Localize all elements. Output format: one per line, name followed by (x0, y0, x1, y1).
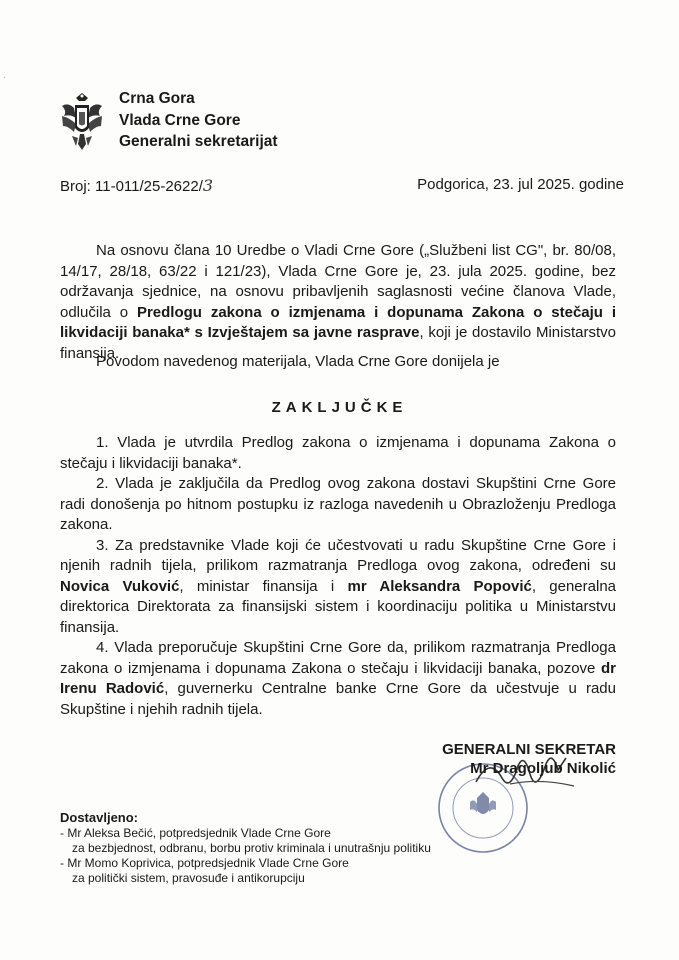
recipient-2-portfolio: za politički sistem, pravosuđe i antikorupciju (72, 871, 305, 885)
invitee: dr Irenu Radović (60, 659, 616, 697)
representative-2: mr Aleksandra Popović (347, 577, 532, 595)
conclusion-2: 2. Vlada je zaključila da Predlog ovog zakona dostavi Skupštini Crne Gore radi donošenja po hitnom postupku iz razloga navedenih u Obrazloženju Predloga zakona. (60, 475, 616, 533)
intro-text-2: , koji je dostavilo Ministarstvo finansija. (60, 324, 616, 362)
document-title: ZAKLJUČKE (271, 399, 408, 416)
reference-number-text: Broj: 11-011/25-2622/ (60, 178, 203, 195)
scan-artifact: · (3, 72, 7, 83)
recipient-1: - Mr Aleksa Bečić, potpredsjednik Vlade Crne Gore (60, 826, 331, 840)
representative-1: Novica Vuković (60, 577, 180, 595)
header-country: Crna Gora (119, 90, 195, 107)
intro-law-title: Predlogu zakona o izmjenama i dopunama Zakona o stečaju i likvidaciji banaka* s Izvještajem sa javne rasprave (60, 303, 617, 341)
conclusion-3 (60, 536, 616, 639)
conclusion-3-text-c: , generalna direktorica Direktorata za finansijski sistem i koordinaciju politika u Ministarstvu finansija. (60, 577, 617, 636)
handwritten-number: 3 (202, 176, 214, 195)
conclusion-4-text-c: , guvernerku Centralne banke Crne Gore da učestvuje u radu Skupštine i njehih radnih tijela. (60, 680, 616, 718)
intro-paragraph (60, 241, 616, 364)
conclusion-3-text-b: , ministar finansija i (179, 577, 348, 595)
place-and-date: Podgorica, 23. jul 2025. godine (417, 176, 624, 193)
intro-text-1: Na osnovu člana 10 Uredbe o Vladi Crne Gore („Službeni list CG", br. 80/08, 14/17, 28/18, 63/22 i 121/23), Vlada Crne Gore je, 23. jula 2025. godine, bez održavanja sjednice, na osnovu pribavljenih saglasnosti većine članova Vlade, odlučila o (60, 242, 616, 321)
header-government: Vlada Crne Gore (119, 111, 241, 129)
signature-block (442, 740, 616, 778)
header-secretariat: Generalni sekretarijat (119, 133, 278, 150)
recipient-1-portfolio: za bezbjednost, odbranu, borbu protiv kriminala i unutrašnju politiku (72, 841, 431, 855)
signatory-name: Mr Dragoljub Nikolić (470, 760, 616, 777)
coat-of-arms-icon (58, 92, 106, 152)
conclusions-list (60, 433, 616, 720)
distribution-heading: Dostavljeno: (60, 810, 139, 825)
signatory-title: GENERALNI SEKRETAR (442, 741, 616, 758)
conclusion-4 (60, 638, 616, 720)
distribution-list (60, 810, 431, 886)
decided-paragraph: Povodom navedenog materijala, Vlada Crne Gore donijela je (96, 353, 500, 370)
issuer-header (119, 88, 278, 153)
conclusion-3-text-a: 3. Za predstavnike Vlade koji će učestvovati u radu Skupštine Crne Gore i njenih radnih tijela, prilikom razmatranja Predloga ovog zakona, određeni su (60, 536, 616, 574)
reference-number (60, 176, 213, 195)
conclusion-4-text-a: 4. Vlada preporučuje Skupštini Crne Gore da, prilikom razmatranja Predloga zakona o izmjenama i dopunama Zakona o stečaju i likvidaciji banaka, pozove (60, 639, 616, 677)
conclusion-1: 1. Vlada je utvrdila Predlog zakona o izmjenama i dopunama Zakona o stečaju i likvidaciji banaka*. (60, 434, 616, 472)
recipient-2: - Mr Momo Koprivica, potpredsjednik Vlade Crne Gore (60, 856, 349, 870)
